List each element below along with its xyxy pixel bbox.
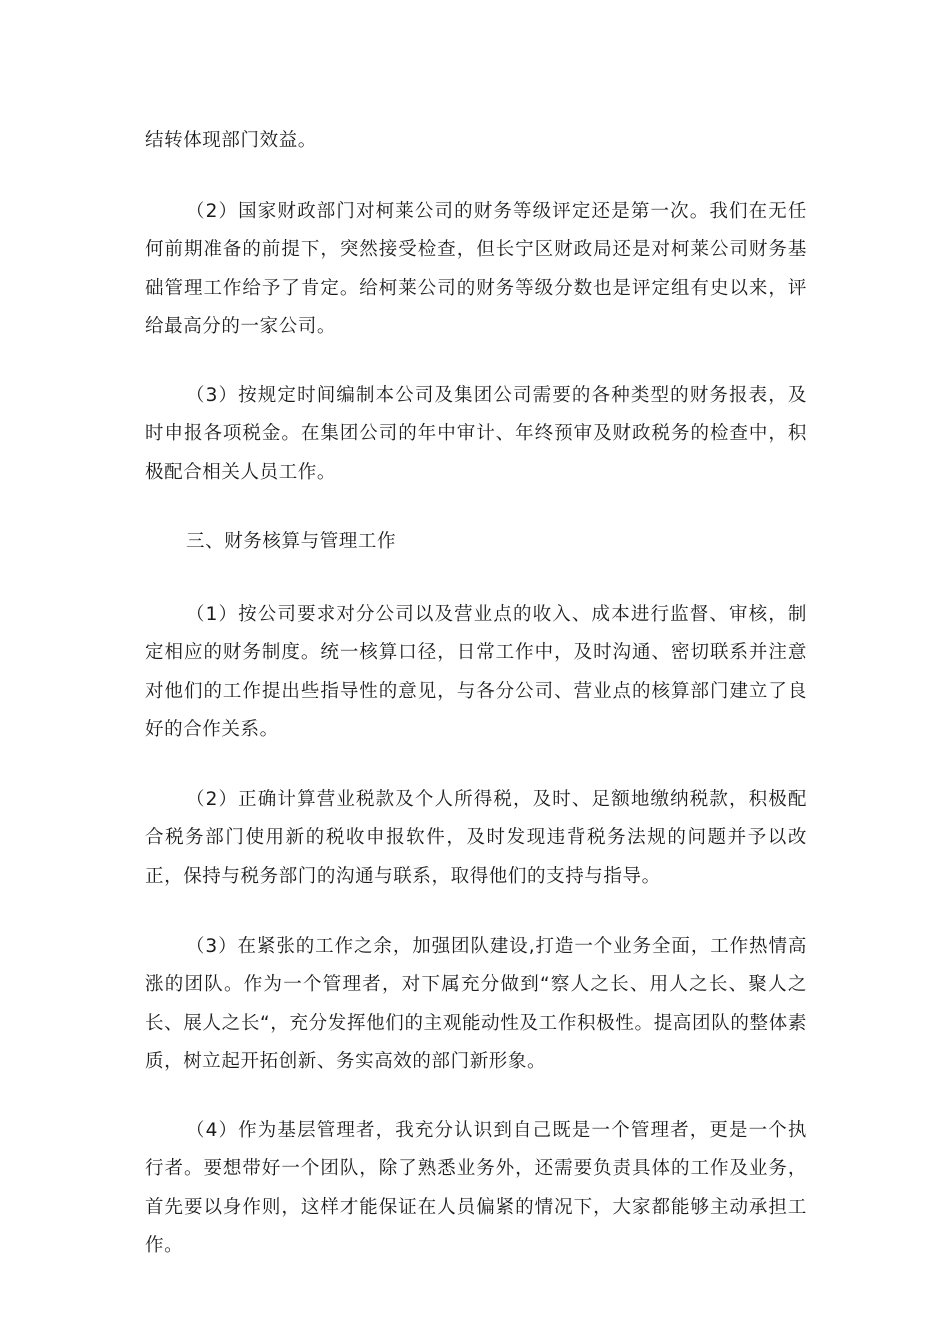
paragraph-financial-reports: （3）按规定时间编制本公司及集团公司需要的各种类型的财务报表，及时申报各项税金。在集团公司的年中审计、年终预审及财政税务的检查中，积极配合相关人员工作。 bbox=[145, 385, 807, 483]
paragraph-supervision: （1）按公司要求对分公司以及营业点的收入、成本进行监督、审核，制定相应的财务制度。统一核算口径，日常工作中，及时沟通、密切联系并注意对他们的工作提出些指导性的意见，与各分公司、营业点的核算部门建立了良好的合作关系。 bbox=[145, 604, 807, 741]
paragraph-tax: （2）正确计算营业税款及个人所得税，及时、足额地缴纳税款，积极配合税务部门使用新的税收申报软件，及时发现违背税务法规的问题并予以改正，保持与税务部门的沟通与联系，取得他们的支持与指导。 bbox=[145, 789, 807, 887]
paragraph-team-building: （3）在紧张的工作之余，加强团队建设,打造一个业务全面，工作热情高涨的团队。作为一个管理者，对下属充分做到“察人之长、用人之长、聚人之长、展人之长“，充分发挥他们的主观能动性及工作积极性。提高团队的整体素质，树立起开拓创新、务实高效的部门新形象。 bbox=[145, 936, 807, 1073]
paragraph-continuation: 结转体现部门效益。 bbox=[145, 130, 317, 151]
paragraph-manager-role: （4）作为基层管理者，我充分认识到自己既是一个管理者，更是一个执行者。要想带好一个团队，除了熟悉业务外，还需要负责具体的工作及业务，首先要以身作则，这样才能保证在人员偏紧的情况下，大家都能够主动承担工作。 bbox=[145, 1120, 807, 1257]
section-heading: 三、财务核算与管理工作 bbox=[186, 531, 397, 552]
paragraph-financial-rating: （2）国家财政部门对柯莱公司的财务等级评定还是第一次。我们在无任何前期准备的前提下，突然接受检查，但长宁区财政局还是对柯莱公司财务基础管理工作给予了肯定。给柯莱公司的财务等级分数也是评定组有史以来，评给最高分的一家公司。 bbox=[145, 201, 807, 338]
